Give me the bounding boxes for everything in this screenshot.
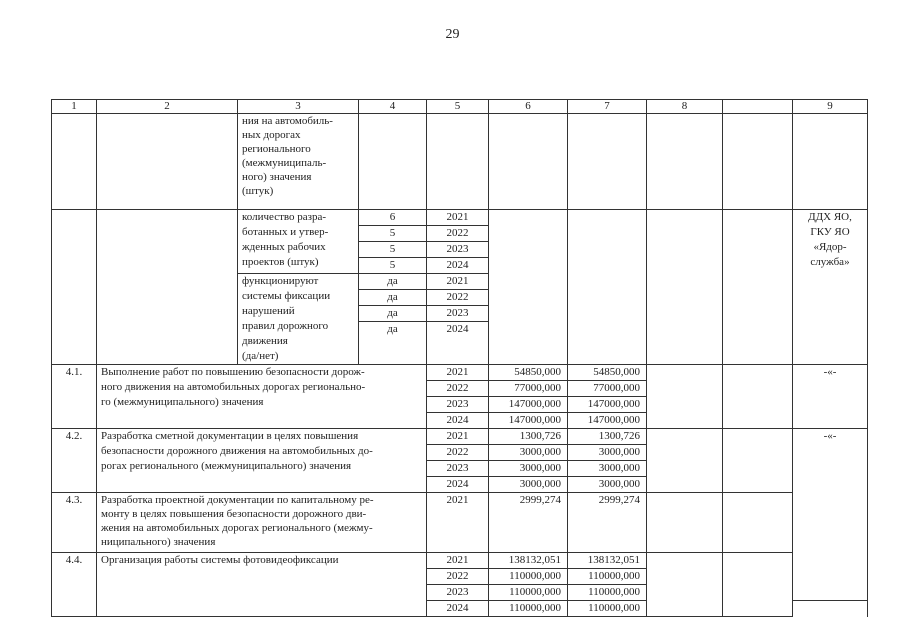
col-header-6: 6: [489, 100, 568, 114]
indicator-year: 2021: [427, 210, 489, 226]
col-header-2: 2: [97, 100, 238, 114]
indicator-value: да: [359, 306, 427, 322]
measure-description: Организация работы системы фотовидеофиксации: [97, 553, 427, 617]
col-header-1: 1: [52, 100, 97, 114]
col-header-8b: [723, 100, 793, 114]
column-header-row: [52, 100, 868, 114]
measure-row-4-1: [52, 365, 868, 381]
indicator-value: 5: [359, 258, 427, 274]
indicator-year: 2021: [427, 274, 489, 290]
measure-number: 4.2.: [52, 429, 97, 493]
indicator-value: 6: [359, 210, 427, 226]
indicator-value: 5: [359, 226, 427, 242]
col-header-3: 3: [238, 100, 359, 114]
measure-number: 4.1.: [52, 365, 97, 429]
indicator-value: да: [359, 322, 427, 365]
indicator-projects-label: количество разра- ботанных и утвер- жденных рабочих проектов (штук): [238, 210, 359, 274]
col-header-9: 9: [793, 100, 868, 114]
measure-year: 2021: [427, 365, 489, 381]
indicator-year: 2022: [427, 226, 489, 242]
measure-row-4-3: 4.3. Разработка проектной документации по капитальному ре- монту в целях повышения безопасности дорожного дви- жения на автомобильных дорогах регионального (межму- ниципального) значения 2021 2999,274 2999,274: [52, 493, 868, 553]
measure-number: 4.4.: [52, 553, 97, 617]
measure-row-4-2: 4.2. Разработка сметной документации в целях повышения безопасности дорожного движения на автомобильных до- рогах регионального (межмуниципального) значения 2021 1300,726 1300,726 -«-: [52, 429, 868, 445]
measure-description: Выполнение работ по повышению безопасности дорож- ного движения на автомобильных дорогах регионально- го (межмуниципального) значения: [97, 365, 427, 429]
indicator-year: 2024: [427, 322, 489, 365]
col-header-7: 7: [568, 100, 647, 114]
measure-row-4-4: 4.4. Организация работы системы фотовидеофиксации 2021 138132,051 138132,051: [52, 553, 868, 569]
page-number: 29: [445, 27, 460, 42]
col-header-5: 5: [427, 100, 489, 114]
measure-number: 4.3.: [52, 493, 97, 553]
indicator-value: да: [359, 274, 427, 290]
continuation-row: [52, 114, 868, 210]
indicator-systems-label: функционируют системы фиксации нарушений правил дорожного движения (да/нет): [238, 274, 359, 365]
col-header-8: 8: [647, 100, 723, 114]
col-header-4: 4: [359, 100, 427, 114]
measure-description: Разработка сметной документации в целях повышения безопасности дорожного движения на автомобильных до- рогах регионального (межмуниципального) значения: [97, 429, 427, 493]
executor-cell: ДДХ ЯО, ГКУ ЯО «Ядор- служба»: [793, 210, 868, 365]
indicator-value: да: [359, 290, 427, 306]
continuation-text: ния на автомобиль- ных дорогах регионального (межмуниципаль- ного) значения (штук): [238, 114, 359, 210]
ditto-mark: -«-: [793, 429, 868, 601]
indicator-projects-row: [52, 210, 868, 226]
amount-col6: 54850,000: [489, 365, 568, 381]
program-table: 1 2 3 4 5 6 7 8 9 ния на автомобиль- ных дорогах регионального (межмуниципаль- ного) значения (штук) количество разра- ботанных и утвер- жденных рабочих проектов (штук) 6 2021 ДДХ ЯО, ГКУ ЯО «Ядор- служба» 5 2022 5 2023 5 2024 функционируют системы фиксации нарушений правил дорожного движения (да/нет) да 2021 да 2022 да 2023 да 2024 4.1. Выполнение работ по повышению безопасности дорож- ного движения на автомобильных дорогах регионально- го (межмуниципального) значения 2021 54850,000 54850,000 -«- 2022 77000,000 77000,000 2023 147000,000 147000,000 2024 147000,000 147000,000 4.2. Разработка сметной документации в целях повышения безопасности дорожного движения на автомобильных до- рогах регионального (межмуниципального) значения 2021 1300,726 1300,726 -«- 2022 3000,000 3000,000 2023 3000,000 3000,000 2024 3000,000 3000,000 4.3. Разработка проектной документации по капитальному ре- монту в целях повышения безопасности дорожного дви- жения на автомобильных дорогах регионального (межму- ниципального) значения 2021 2999,274 2999,274 4.4. Организация работы системы фотовидеофиксации 2021 138132,051 138132,051 2022 110000,000 110000,000 2023 110000,000 110000,000 2024 110000,000 110000,000: [51, 99, 868, 617]
indicator-year: 2024: [427, 258, 489, 274]
indicator-value: 5: [359, 242, 427, 258]
indicator-year: 2023: [427, 242, 489, 258]
amount-col7: 54850,000: [568, 365, 647, 381]
indicator-year: 2023: [427, 306, 489, 322]
measure-description: Разработка проектной документации по капитальному ре- монту в целях повышения безопасности дорожного дви- жения на автомобильных дорогах регионального (межму- ниципального) значения: [97, 493, 427, 553]
indicator-year: 2022: [427, 290, 489, 306]
ditto-mark: -«-: [793, 365, 868, 429]
